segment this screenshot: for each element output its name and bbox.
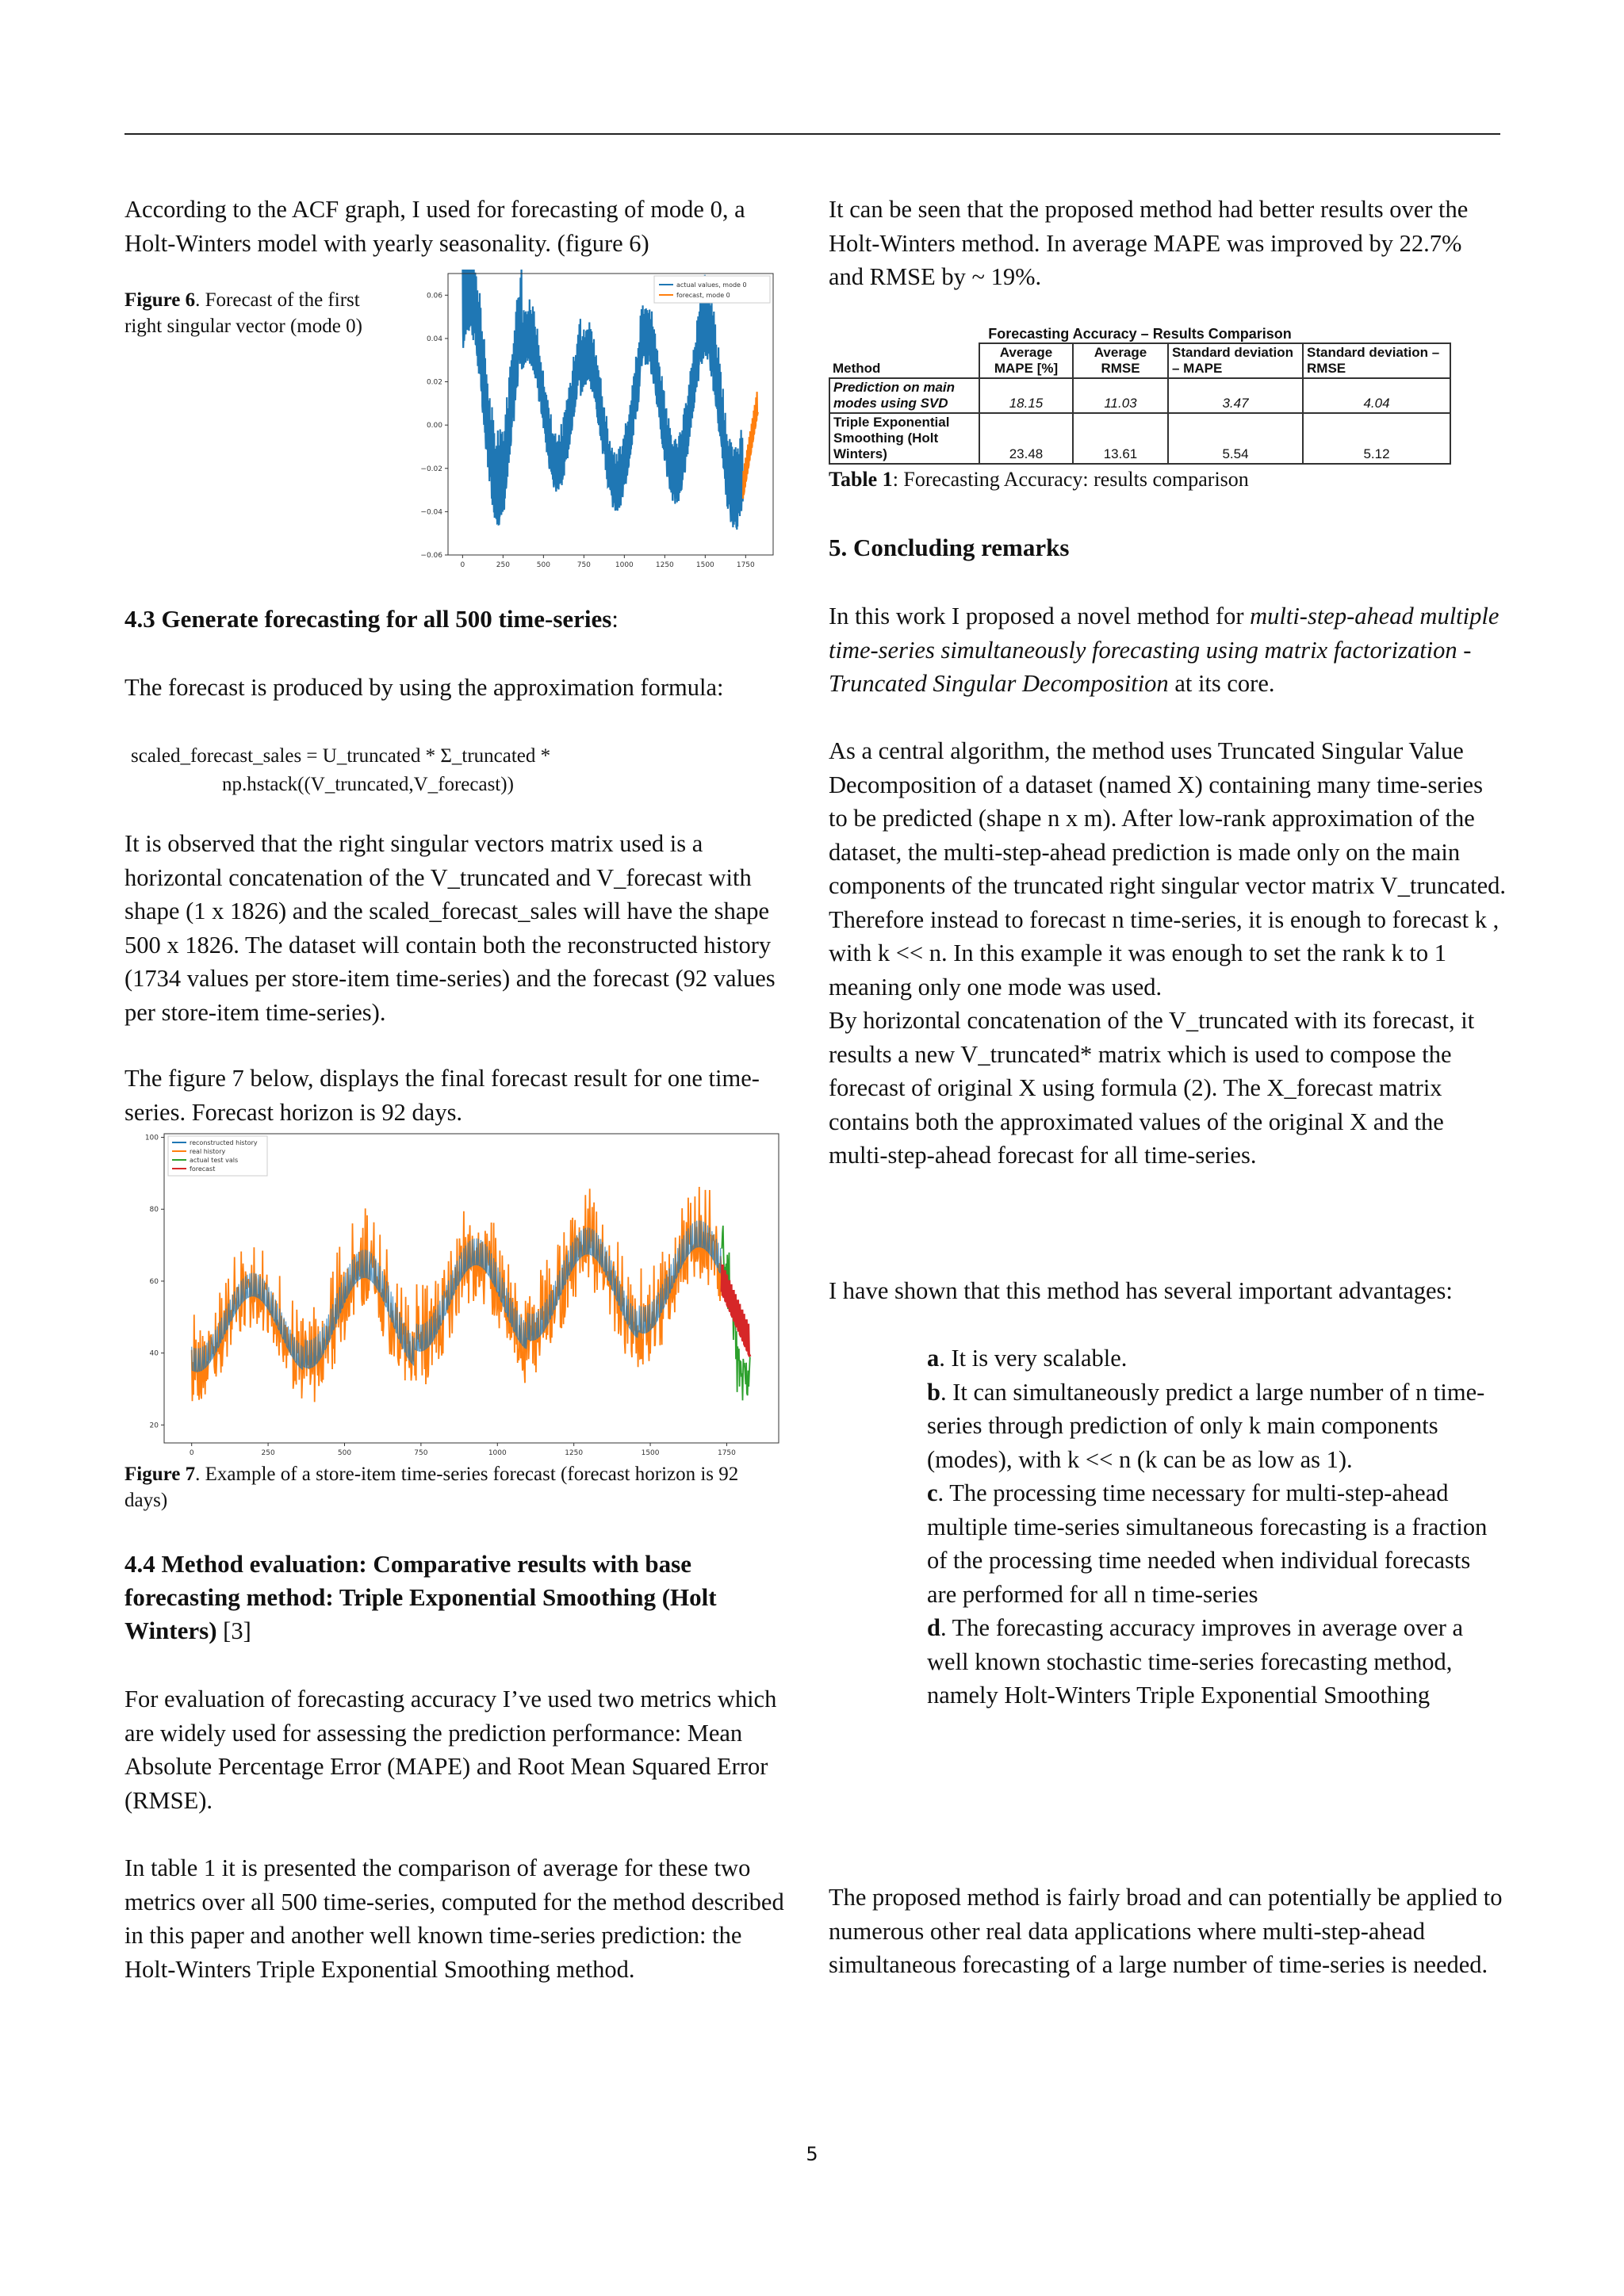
advantages-intro: I have shown that this method has several important advantages:: [829, 1277, 1453, 1304]
y-tick-label: 40: [149, 1349, 159, 1358]
series-actual-values-mode-0: [462, 270, 743, 530]
legend-entry: real history: [190, 1148, 226, 1155]
x-tick-label: 1250: [565, 1449, 584, 1455]
fig7-caption-label: Figure 7: [124, 1464, 196, 1485]
legend-entry: forecast, mode 0: [676, 292, 730, 299]
row1-avg-mape: 18.15: [979, 378, 1073, 413]
evaluation-paragraph: For evaluation of forecasting accuracy I’ve used two metrics which are widely used for assessing the prediction performance: Mean Absolute Percentage Error (MAPE) and Root Mean Squared Error (RMSE).: [124, 1686, 777, 1814]
concl-p1-a: In this work I proposed a novel method for: [829, 603, 1251, 629]
series-forecast-mode-0: [743, 392, 758, 499]
x-tick-label: 500: [536, 561, 550, 567]
results-table-block: [829, 325, 1451, 492]
advantage-a: a. It is very scalable.: [927, 1345, 1128, 1372]
formula-line-2: np.hstack((V_truncated,V_forecast)): [222, 774, 514, 795]
advantages-list: [927, 1341, 1506, 1712]
section-4-3-colon: :: [611, 606, 619, 633]
row2-method: Triple Exponential Smoothing (Holt Winters): [829, 413, 979, 464]
x-tick-label: 1750: [736, 561, 755, 567]
advantage-d: d. The forecasting accuracy improves in average over a well known stochastic time-series forecasting method, namely Holt-Winters Triple Exponential Smoothing: [927, 1614, 1464, 1709]
y-tick-label: 100: [144, 1134, 159, 1142]
y-tick-label: −0.06: [420, 552, 442, 560]
fig7-intro: The figure 7 below, displays the final forecast result for one time-series. Forecast horizon is 92 days.: [124, 1065, 760, 1126]
forecast-paragraph: The forecast is produced by using the approximation formula:: [124, 674, 724, 701]
formula: [131, 742, 805, 799]
header-avg-rmse: Average RMSE: [1073, 343, 1168, 378]
x-tick-label: 750: [576, 561, 591, 567]
conclusion-paragraph-3: By horizontal concatenation of the V_truncated with its forecast, it results a new V_truncated* matrix which is used to compose the forecast of original X using formula (2). The X_forecast matrix contains both the approximated values of the original X and the multi-step-ahead forecast for all time-series.: [829, 1007, 1475, 1169]
legend-entry: reconstructed history: [190, 1139, 258, 1146]
left-column: [124, 193, 799, 260]
figure-6-chart: [412, 270, 777, 567]
legend: [168, 1136, 267, 1176]
concl-p1-c: at its core.: [1168, 670, 1275, 697]
y-tick-label: 0.00: [426, 422, 442, 430]
observed-paragraph: It is observed that the right singular vectors matrix used is a horizontal concatenation of the V_truncated and V_forecast with shape (1 x 1826) and the scaled_forecast_sales will have the shape 500 x 1826. The dataset will contain both the reconstructed history (1734 values per store-item time-series) and the forecast (92 values per store-item time-series).: [124, 830, 776, 1026]
legend: [654, 276, 770, 303]
concl-p1-italic: multi-step-ahead multiple time-series simultaneously forecasting using matrix factorization - Truncated Singular Decomposition: [829, 603, 1500, 697]
table-caption-label: Table 1: [829, 468, 893, 491]
fig7-caption-text: . Example of a store-item time-series forecast (forecast horizon is 92 days): [124, 1464, 739, 1511]
intro-paragraph: According to the ACF graph, I used for forecasting of mode 0, a Holt-Winters model with yearly seasonality. (figure 6): [124, 196, 745, 257]
table-caption-text: : Forecasting Accuracy: results comparison: [892, 468, 1249, 491]
figure-7-chart: [124, 1130, 783, 1455]
x-tick-label: 750: [414, 1449, 428, 1455]
header-std-rmse: Standard deviation – RMSE: [1303, 343, 1450, 378]
section-5-title: 5. Concluding remarks: [829, 534, 1070, 561]
header-method: Method: [829, 343, 979, 378]
x-tick-label: 0: [189, 1449, 194, 1455]
fig6-caption-text: . Forecast of the first right singular vector (mode 0): [124, 289, 362, 337]
x-tick-label: 1000: [615, 561, 634, 567]
x-tick-label: 0: [460, 561, 465, 567]
table-header-row: [829, 343, 1450, 378]
row1-std-mape: 3.47: [1168, 378, 1303, 413]
row2-avg-rmse: 13.61: [1073, 413, 1168, 464]
x-tick-label: 1500: [695, 561, 714, 567]
y-tick-label: 0.02: [426, 378, 442, 387]
y-tick-label: 80: [149, 1206, 159, 1215]
formula-line-1: scaled_forecast_sales = U_truncated * Σ_truncated *: [131, 745, 551, 767]
header-std-mape: Standard deviation – MAPE: [1168, 343, 1303, 378]
x-tick-label: 1000: [488, 1449, 507, 1455]
x-tick-label: 1750: [717, 1449, 736, 1455]
page-number: 5: [806, 2143, 818, 2165]
results-paragraph: It can be seen that the proposed method had better results over the Holt-Winters method. In average MAPE was improved by 22.7% and RMSE by ~ 19%.: [829, 196, 1469, 290]
legend-entry: actual values, mode 0: [676, 281, 747, 289]
legend-entry: forecast: [190, 1165, 216, 1173]
y-tick-label: 20: [149, 1422, 159, 1430]
header-avg-mape: Average MAPE [%]: [979, 343, 1073, 378]
conclusion-paragraph-2: As a central algorithm, the method uses Truncated Singular Value Decomposition of a dataset (named X) containing many time-series to be predicted (shape n x m). After low-rank approximation of the dataset, the multi-step-ahead prediction is made only on the main components of the truncated right singular vector matrix V_truncated. Therefore instead to forecast n time-series, it is enough to forecast k , with k << n. In this example it was enough to set the rank k to 1 meaning only one mode was used.: [829, 737, 1507, 1001]
y-tick-label: −0.02: [420, 465, 442, 473]
fig6-caption: [124, 287, 386, 339]
header-rule: [124, 133, 1500, 135]
advantage-c: c. The processing time necessary for multi-step-ahead multiple time-series simultaneous forecasting is a fraction of the processing time needed when individual forecasts are performed for all n time-series: [927, 1479, 1488, 1608]
table-row: [829, 413, 1450, 464]
row2-avg-mape: 23.48: [979, 413, 1073, 464]
final-paragraph: The proposed method is fairly broad and can potentially be applied to numerous other real data applications where multi-step-ahead simultaneous forecasting of a large number of time-series is needed.: [829, 1884, 1503, 1978]
section-4-3-title: 4.3 Generate forecasting for all 500 time-series: [124, 605, 612, 633]
y-tick-label: 0.06: [426, 292, 442, 300]
row2-std-rmse: 5.12: [1303, 413, 1450, 464]
table-intro-paragraph: In table 1 it is presented the comparison of average for these two metrics over all 500 time-series, computed for the method described in this paper and another well known time-series prediction: the Holt-Winters Triple Exponential Smoothing method.: [124, 1854, 784, 1983]
x-tick-label: 1250: [655, 561, 674, 567]
y-tick-label: −0.04: [420, 508, 442, 517]
x-tick-label: 250: [261, 1449, 275, 1455]
row2-std-mape: 5.54: [1168, 413, 1303, 464]
table-title: Forecasting Accuracy – Results Comparison: [988, 326, 1292, 342]
x-tick-label: 1500: [641, 1449, 660, 1455]
results-table: [829, 342, 1451, 465]
row1-std-rmse: 4.04: [1303, 378, 1450, 413]
section-4-4-title: 4.4 Method evaluation: Comparative results with base forecasting method: Triple Exponential Smoothing (Holt Winters): [124, 1550, 717, 1644]
conclusion-paragraph-1: [829, 599, 1503, 701]
x-tick-label: 500: [337, 1449, 352, 1455]
section-4-4-ref: [3]: [216, 1617, 251, 1644]
fig6-caption-label: Figure 6: [124, 289, 196, 311]
table-row: [829, 378, 1450, 413]
row1-avg-rmse: 11.03: [1073, 378, 1168, 413]
advantage-b: b. It can simultaneously predict a large number of n time-series through prediction of only k main components (modes), with k << n (k can be as low as 1).: [927, 1378, 1485, 1473]
y-tick-label: 0.04: [426, 335, 442, 343]
legend-entry: actual test vals: [190, 1157, 239, 1164]
row1-method: Prediction on main modes using SVD: [829, 378, 979, 413]
x-tick-label: 250: [496, 561, 510, 567]
y-tick-label: 60: [149, 1277, 159, 1286]
